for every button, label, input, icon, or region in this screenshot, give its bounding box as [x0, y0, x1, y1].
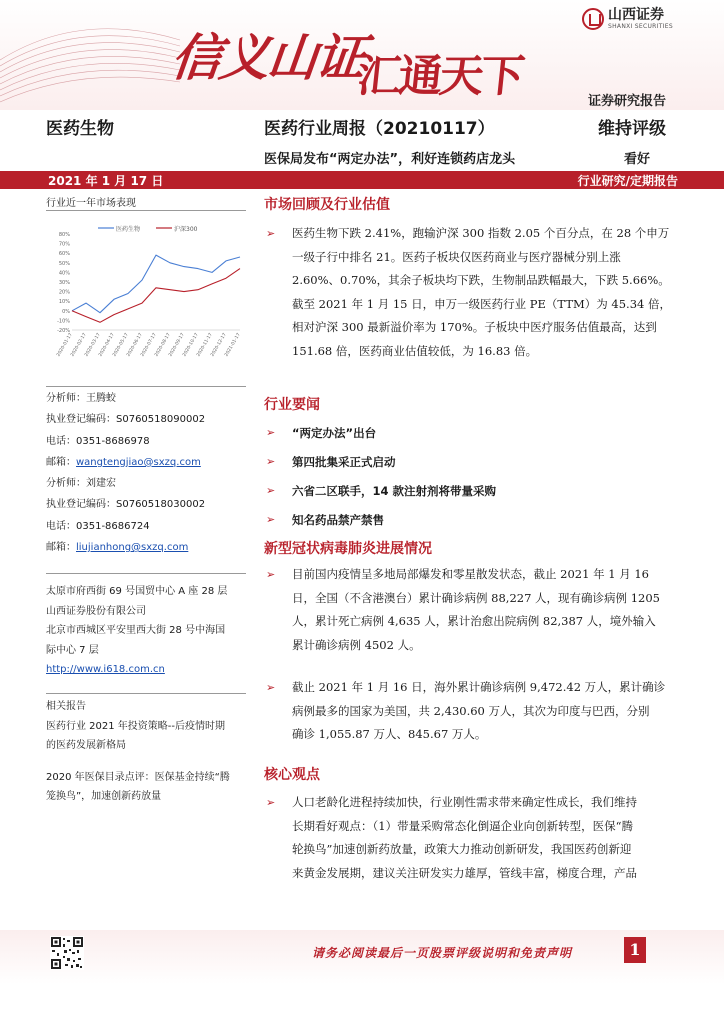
arrow-bullet-icon: ➢: [266, 426, 276, 439]
x-tick-label: 2020-06-17: [126, 332, 144, 358]
website-row: [46, 660, 256, 680]
website-link[interactable]: http://www.i618.com.cn: [46, 664, 165, 675]
logo-en: SHANXI SECURITIES: [608, 23, 673, 30]
report-kind: 证券研究报告: [588, 94, 667, 109]
rating: 维持评级: [598, 119, 666, 139]
core-paragraph: [264, 791, 684, 885]
section-title-covid: 新型冠状病毒肺炎进展情况: [264, 541, 432, 557]
legend-label: 医药生物: [116, 226, 141, 233]
news-item: [264, 510, 684, 530]
divider: [46, 573, 246, 574]
x-tick-label: 2020-02-17: [70, 332, 88, 358]
perf-title: 行业近一年市场表现: [46, 198, 136, 209]
analyst-info: [46, 388, 256, 558]
paragraph-line: 151.68 倍，医药商业估值较低，为 16.83 倍。: [292, 343, 538, 358]
analyst-row: [46, 452, 256, 473]
related-line: [46, 756, 256, 768]
report-type: 行业研究/定期报告: [577, 174, 678, 188]
news-item: [264, 423, 684, 443]
analyst-value: 0351-8686978: [76, 435, 150, 447]
x-tick-label: 2020-01-17: [56, 332, 74, 358]
y-tick-label: 10%: [58, 299, 70, 306]
x-tick-label: 2020-12-17: [210, 332, 228, 358]
analyst-row: [46, 388, 256, 409]
covid-paragraph-1: [264, 563, 684, 657]
covid-paragraph-2: [264, 676, 684, 747]
analyst-label: 执业登记编码：: [46, 414, 116, 426]
x-tick-label: 2020-04-17: [98, 332, 116, 358]
x-tick-label: 2020-09-17: [168, 332, 186, 358]
series-line: [72, 255, 240, 313]
paragraph-line: 确诊 1,055.87 万人、845.67 万人。: [292, 727, 487, 742]
divider: [46, 693, 246, 694]
news-item: [264, 481, 684, 501]
arrow-bullet-icon: ➢: [266, 484, 276, 497]
analyst-label: 邮箱：: [46, 542, 76, 554]
paragraph-line: 目前国内疫情呈多地局部爆发和零星散发状态，截止 2021 年 1 月 16: [292, 567, 649, 581]
address-line: 际中心 7 层: [46, 644, 99, 656]
x-tick-label: 2020-10-17: [182, 332, 200, 358]
report-date: 2021 年 1 月 17 日: [48, 174, 164, 188]
paragraph-line: 相对沪深 300 最新溢价率为 170%。子板块中医疗服务估值最高，达到: [292, 320, 657, 335]
related-line[interactable]: 2020 年医保目录点评：医保基金持续“腾: [46, 771, 230, 783]
paragraph-line: 截至 2021 年 1 月 15 日，申万一级医药行业 PE（TTM）为 45.34 倍，: [292, 296, 671, 311]
analyst-label: 电话：: [46, 435, 76, 447]
legend-label: 沪深300: [174, 226, 198, 233]
date-bar: [0, 171, 724, 189]
address-line: 太原市府西街 69 号国贸中心 A 座 28 层: [46, 586, 228, 597]
related-line[interactable]: 的医药发展新格局: [46, 740, 126, 751]
paragraph-line: 累计确诊病例 4502 人。: [292, 637, 421, 652]
y-tick-label: 20%: [58, 289, 70, 296]
logo-icon: [582, 8, 604, 30]
review-paragraph: [264, 222, 684, 364]
analyst-label: 分析师：: [46, 478, 86, 490]
disclaimer: 请务必阅读最后一页股票评级说明和免责声明: [312, 946, 573, 960]
paragraph-line: 人口老龄化进程持续加快，行业刚性需求带来确定性成长，我们维持: [292, 795, 637, 809]
news-item: [264, 452, 684, 472]
paragraph-line: 日，全国（不含港澳台）累计确诊病例 88,227 人，现有确诊病例 1205: [292, 590, 660, 605]
paragraph-line: 轮换鸟”加速创新药放量，政策大力推动创新研发，我国医药创新迎: [292, 842, 632, 857]
company-logo: [582, 8, 673, 30]
paragraph-line: 人，累计死亡病例 4,635 人，累计治愈出院病例 82,387 人，境外输入: [292, 614, 656, 629]
analyst-row: [46, 409, 256, 430]
section-title-core: 核心观点: [264, 767, 320, 783]
y-tick-label: 70%: [58, 241, 70, 248]
x-tick-label: 2021-01-17: [224, 332, 242, 358]
analyst-row: [46, 494, 256, 515]
qr-code-icon: [50, 936, 84, 970]
arrow-bullet-icon: ➢: [266, 455, 276, 468]
x-tick-label: 2020-07-17: [140, 332, 158, 358]
analyst-label: 执业登记编码：: [46, 499, 116, 511]
y-tick-label: 80%: [58, 232, 70, 238]
report-title: 医药行业周报（20210117）: [264, 119, 495, 139]
report-subtitle: 医保局发布“两定办法”，利好连锁药店龙头: [264, 152, 516, 167]
y-tick-label: 30%: [58, 280, 70, 286]
y-tick-label: 50%: [58, 260, 70, 267]
y-tick-label: 60%: [58, 251, 70, 258]
y-tick-label: 0%: [62, 308, 70, 315]
divider: [46, 386, 246, 387]
x-tick-label: 2020-08-17: [154, 332, 172, 358]
analyst-value: 王腾蛟: [86, 393, 116, 404]
sector-name: 医药生物: [46, 119, 114, 139]
logo-cn: 山西证券: [608, 7, 664, 23]
x-tick-label: 2020-05-17: [112, 332, 130, 358]
y-tick-label: -20%: [57, 328, 70, 334]
news-item-text: 六省二区联手，14 款注射剂将带量采购: [292, 484, 497, 498]
perf-chart: [46, 218, 246, 378]
email-link[interactable]: liujianhong@sxzq.com: [76, 542, 189, 554]
analyst-row: [46, 537, 256, 558]
analyst-label: 邮箱：: [46, 456, 76, 468]
paragraph-line: 来黄金发展期，建议关注研发实力雄厚，管线丰富，梯度合理，产品: [292, 865, 637, 880]
page-number: 1: [624, 937, 646, 963]
email-link[interactable]: wangtengjiao@sxzq.com: [76, 456, 201, 468]
address-block: [46, 582, 256, 680]
paragraph-line: 病例最多的国家为美国，共 2,430.60 万人，其次为印度与巴西，分别: [292, 703, 650, 718]
related-line[interactable]: 笼换鸟”，加速创新药放量: [46, 791, 162, 802]
slogan-part1: 信义山证: [168, 29, 367, 87]
slogan-part2: 汇通天下: [354, 51, 525, 102]
address-line: 山西证券股份有限公司: [46, 605, 146, 617]
analyst-value: S0760518030002: [116, 499, 206, 511]
arrow-bullet-icon: ➢: [266, 227, 276, 240]
y-tick-label: -10%: [57, 318, 70, 325]
paragraph-line: 医药生物下跌 2.41%，跑输沪深 300 指数 2.05 个百分点，在 28 个申万: [292, 226, 670, 240]
analyst-label: 电话：: [46, 520, 76, 532]
related-title: 相关报告: [46, 701, 86, 712]
arrow-bullet-icon: ➢: [266, 681, 276, 694]
arrow-bullet-icon: ➢: [266, 568, 276, 581]
arrow-bullet-icon: ➢: [266, 513, 276, 526]
news-item-text: 第四批集采正式启动: [292, 455, 396, 469]
address-line: 北京市西城区平安里西大街 28 号中海国: [46, 625, 226, 636]
analyst-label: 分析师：: [46, 393, 86, 404]
analyst-row: [46, 473, 256, 494]
divider: [46, 210, 246, 211]
related-reports: [46, 697, 256, 807]
outlook: 看好: [624, 152, 651, 167]
analyst-row: [46, 431, 256, 452]
paragraph-line: 一级子行中排名 21。医药子板块仅医药商业与医疗器械分别上涨: [292, 249, 621, 264]
x-tick-label: 2020-03-17: [84, 332, 102, 358]
paragraph-line: 长期看好观点：（1）带量采购常态化倒逼企业向创新转型，医保“腾: [292, 818, 633, 833]
analyst-row: [46, 516, 256, 537]
arrow-bullet-icon: ➢: [266, 796, 276, 809]
paragraph-line: 截止 2021 年 1 月 16 日，海外累计确诊病例 9,472.42 万人，累计确诊: [292, 680, 666, 694]
analyst-value: 刘建宏: [86, 478, 116, 490]
news-item-text: 知名药品禁产禁售: [292, 513, 384, 527]
paragraph-line: 2.60%、0.70%，其余子板块均下跌，生物制品跌幅最大，下跌 5.66%。: [292, 273, 670, 288]
y-tick-label: 40%: [58, 270, 70, 277]
news-item-text: “两定办法”出台: [292, 426, 377, 440]
section-title-review: 市场回顾及行业估值: [264, 197, 390, 213]
analyst-value: S0760518090002: [116, 414, 206, 426]
x-tick-label: 2020-11-17: [196, 332, 214, 358]
section-title-news: 行业要闻: [264, 397, 320, 413]
related-line[interactable]: 医药行业 2021 年投资策略--后疫情时期: [46, 720, 226, 732]
series-line: [72, 269, 240, 323]
analyst-value: 0351-8686724: [76, 520, 150, 532]
